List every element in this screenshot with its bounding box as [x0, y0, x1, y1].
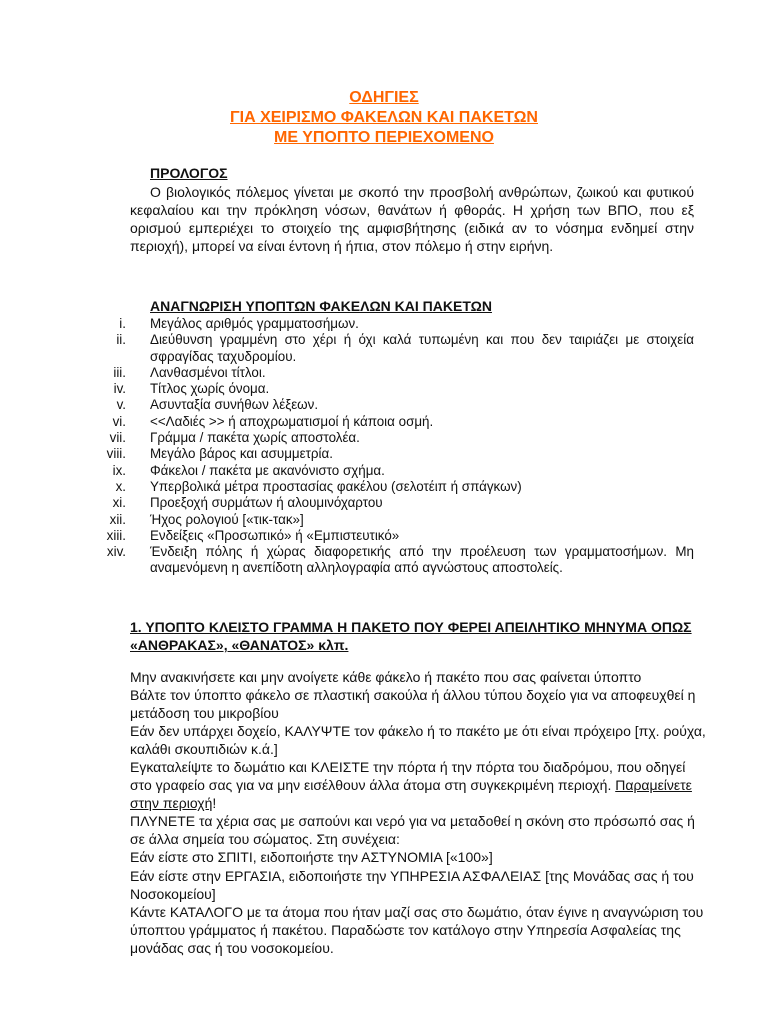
list-item — [100, 495, 694, 511]
list-item-text: Προεξοχή συρμάτων ή αλουμινόχαρτου — [150, 495, 383, 511]
list-item-text: Ενδείξεις «Προσωπικό» ή «Εμπιστευτικό» — [150, 527, 400, 543]
list-item-number: v. — [116, 397, 126, 413]
list-item-number: ii. — [116, 332, 126, 348]
section-1-heading-text: 1. ΥΠΟΠΤΟ ΚΛΕΙΣΤΟ ΓΡΑΜΜΑ Η ΠΑΚΕΤΟ ΠΟΥ ΦΕΡΕΙ ΑΠΕΙΛΗΤΙΚΟ ΜΗΝΥΜΑ ΟΠΩΣ «ΑΝΘΡΑΚΑΣ», «ΘΑΝΑΤΟΣ» κλπ. — [130, 619, 692, 653]
document-title-line-3: ΜΕ ΥΠΟΠΤΟ ΠΕΡΙΕΧΟΜΕΝΟ — [274, 129, 494, 146]
document-title-line-1: ΟΔΗΓΙΕΣ — [349, 89, 419, 106]
list-item-number: iv. — [113, 381, 126, 397]
section-1-paragraph: ΠΛΥΝΕΤΕ τα χέρια σας με σαπούνι και νερό για να μεταδοθεί η σκόνη στο πρόσωπό σας ή σε άλλα σημεία του σώματος. Στη συνέχεια: — [130, 813, 695, 848]
section-1-body — [130, 668, 710, 957]
list-item-number: ix. — [112, 462, 126, 478]
section-1-paragraph: Εάν είστε στην ΕΡΓΑΣΙΑ, ειδοποιήστε την ΥΠΗΡΕΣΙΑ ΑΣΦΑΛΕΙΑΣ [της Μονάδας σας ή του Νοσοκομείου] — [130, 867, 694, 902]
list-item-text: Μεγάλο βάρος και ασυμμετρία. — [150, 446, 333, 462]
list-item-number: vi. — [112, 413, 126, 429]
list-item — [100, 365, 694, 381]
section-1-paragraph: Βάλτε τον ύποπτο φάκελο σε πλαστική σακούλα ή άλλου τύπου δοχείο για να αποφευχθεί η μετάδοση του μικροβίου — [130, 687, 696, 722]
list-item-text: <<Λαδιές >> ή αποχρωματισμοί ή κάποια οσμή. — [150, 413, 434, 429]
list-item-number: xiii. — [106, 527, 126, 543]
stay-in-area-emphasis: Παραμείνετε στην περιοχή — [130, 777, 692, 812]
list-item — [100, 332, 694, 365]
list-item — [100, 479, 694, 495]
list-item — [100, 316, 694, 332]
list-item-number: viii. — [106, 446, 126, 462]
list-item-number: vii. — [109, 430, 126, 446]
list-item-number: xi. — [112, 495, 126, 511]
section-1-paragraph: Εάν δεν υπάρχει δοχείο, ΚΑΛΥΨΤΕ τον φάκελο ή το πακέτο με ότι είναι πρόχειρο [πχ. ρούχα, καλάθι σκουπιδιών κ.ά.] — [130, 723, 706, 758]
list-item-number: xii. — [109, 511, 126, 527]
list-item-text: Ένδειξη πόλης ή χώρας διαφορετικής από την προέλευση των γραμματοσήμων. Μη αναμενόμενη η ανεπίδοτη αλληλογραφία από αγνώστους αποστολείς. — [150, 544, 694, 576]
list-item — [100, 430, 694, 446]
recognition-heading: ΑΝΑΓΝΩΡΙΣΗ ΥΠΟΠΤΩΝ ΦΑΚΕΛΩΝ ΚΑΙ ΠΑΚΕΤΩΝ — [150, 298, 492, 314]
section-1-paragraph: Κάντε ΚΑΤΑΛΟΓΟ με τα άτομα που ήταν μαζί σας στο δωμάτιο, όταν έγινε η αναγνώριση του ύποπτου γράμματος ή πακέτου. Παραδώστε τον κατάλογο στην Υπηρεσία Ασφαλείας της μονάδας σας ή του νοσοκομείου. — [130, 903, 704, 956]
document-title-line-2: ΓΙΑ ΧΕΙΡΙΣΜΟ ΦΑΚΕΛΩΝ ΚΑΙ ΠΑΚΕΤΩΝ — [230, 109, 538, 126]
prologue-heading: ΠΡΟΛΟΓΟΣ — [150, 165, 228, 181]
section-1-paragraph: Εάν είστε στο ΣΠΙΤΙ, ειδοποιήστε την ΑΣΤΥΝΟΜΙΑ [«100»] — [130, 849, 493, 866]
list-item-number: i. — [119, 316, 126, 331]
exclamation-mark: ! — [212, 795, 217, 812]
list-item — [100, 512, 694, 528]
list-item — [100, 528, 694, 544]
section-1-paragraph-text: Εγκαταλείψτε το δωμάτιο και ΚΛΕΙΣΤΕ την πόρτα ή την πόρτα του διαδρόμου, που οδηγεί στο γραφείο σας για να μην εισέλθουν άλλα άτομα στη συγκεκριμένη περιοχή. — [130, 759, 686, 794]
list-item-text: Φάκελοι / πακέτα με ακανόνιστο σχήμα. — [150, 462, 385, 478]
list-item-text: Ασυνταξία συνήθων λέξεων. — [150, 397, 319, 413]
list-item-text: Μεγάλος αριθμός γραμματοσήμων. — [150, 316, 359, 331]
list-item — [100, 397, 694, 413]
section-1-paragraph — [130, 758, 710, 812]
list-item — [100, 381, 694, 397]
prologue-paragraph: Ο βιολογικός πόλεμος γίνεται με σκοπό την προσβολή ανθρώπων, ζωικού και φυτικού κεφαλαίου και την πρόκληση νόσων, θανάτων ή φθοράς. Η χρήση των ΒΠΟ, που εξ ορισμού εμπεριέχει το στοιχείο της αμφισβήτησης (ειδικά αν το νόσημα ενδημεί στην περιοχή), μπορεί να είναι έντονη ή ήπια, στον πόλεμο ή στην ειρήνη. — [130, 184, 694, 254]
list-item — [100, 463, 694, 479]
list-item — [100, 544, 694, 577]
list-item — [100, 414, 694, 430]
list-item — [100, 446, 694, 462]
section-1-paragraph: Μην ανακινήσετε και μην ανοίγετε κάθε φάκελο ή πακέτο που σας φαίνεται ύποπτο — [130, 669, 642, 685]
list-item-text: Διεύθυνση γραμμένη στο χέρι ή όχι καλά τυπωμένη και που δεν ταιριάζει με στοιχεία σφραγίδας ταχυδρομίου. — [150, 332, 694, 364]
list-item-text: Τίτλος χωρίς όνομα. — [150, 381, 270, 397]
list-item-number: xiv. — [106, 544, 126, 560]
list-item-text: Γράμμα / πακέτα χωρίς αποστολέα. — [150, 430, 360, 446]
section-1-heading — [130, 618, 710, 654]
list-item-text: Υπερβολικά μέτρα προστασίας φακέλου (σελοτέιπ ή σπάγκων) — [150, 478, 522, 494]
recognition-list — [100, 316, 694, 577]
list-item-number: iii. — [113, 364, 126, 380]
list-item-text: Λανθασμένοι τίτλοι. — [150, 364, 266, 380]
list-item-number: x. — [115, 478, 126, 494]
list-item-text: Ήχος ρολογιού [«τικ-τακ»] — [150, 511, 304, 527]
